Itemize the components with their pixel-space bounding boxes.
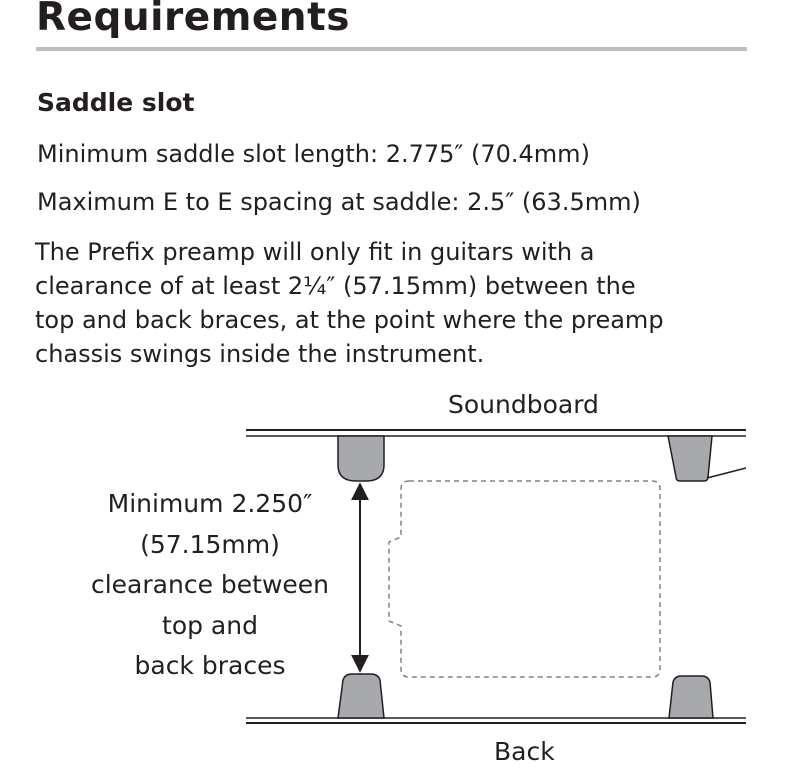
top-right-brace — [668, 436, 712, 481]
bottom-right-brace — [669, 676, 713, 718]
clearance-note — [60, 484, 360, 687]
title-rule — [36, 47, 747, 51]
clearance-note-line: top and — [162, 610, 258, 640]
top-left-brace — [338, 436, 384, 481]
back-label: Back — [494, 737, 555, 766]
soundboard-label: Soundboard — [448, 390, 599, 419]
clearance-note-line: (57.15mm) — [140, 529, 280, 559]
max-e-to-e-spacing: Maximum E to E spacing at saddle: 2.5″ (63.5mm) — [37, 188, 641, 216]
section-heading-saddle-slot: Saddle slot — [37, 88, 195, 117]
paragraph-line: top and back braces, at the point where the preamp — [35, 306, 664, 334]
paragraph-line: clearance of at least 2¼″ (57.15mm) between the — [35, 272, 636, 300]
angled-rim-line — [707, 468, 746, 478]
preamp-clearance-paragraph — [35, 235, 750, 371]
clearance-note-line: back braces — [134, 651, 286, 680]
clearance-note-line: Minimum 2.250″ — [107, 489, 313, 518]
preamp-chassis-outline — [389, 481, 660, 677]
soundboard-lines — [246, 430, 746, 436]
paragraph-line: chassis swings inside the instrument. — [35, 340, 485, 368]
clearance-note-line: clearance between — [90, 570, 329, 599]
min-saddle-slot-length: Minimum saddle slot length: 2.775″ (70.4mm) — [37, 140, 590, 168]
paragraph-line: The Prefix preamp will only fit in guitars with a — [35, 238, 595, 266]
page-title: Requirements — [36, 0, 350, 40]
brace-clearance-diagram — [0, 380, 787, 780]
